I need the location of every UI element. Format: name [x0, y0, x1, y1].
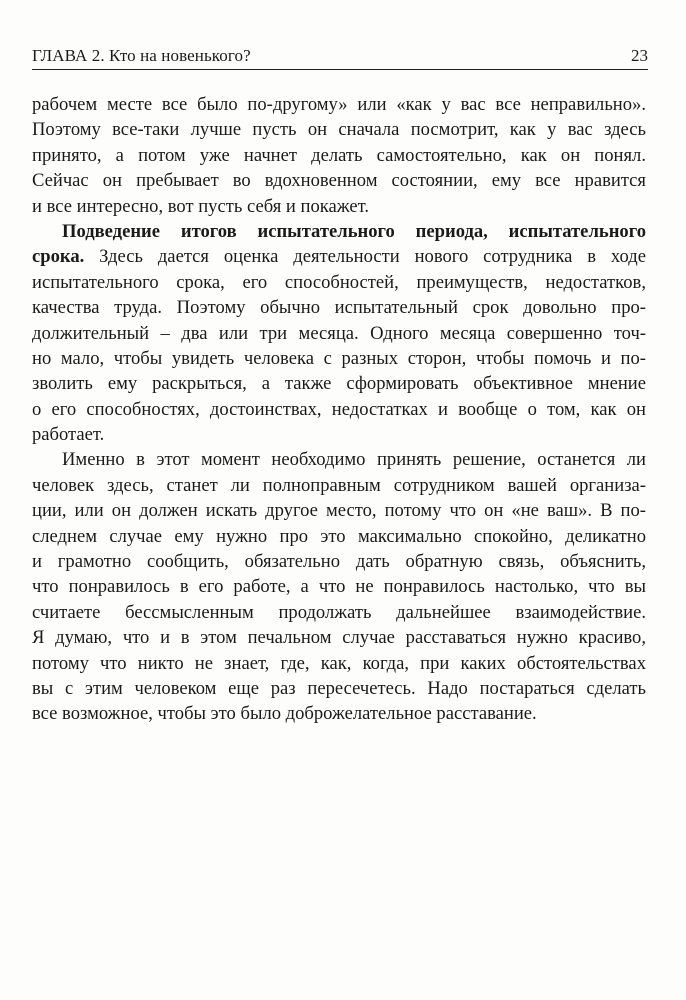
paragraph-heading-end: срока. [32, 246, 85, 268]
page-number: 23 [631, 46, 648, 65]
text-line: принято, а потом уже начнет делать самостоятельно, как он понял. [32, 144, 646, 166]
body-text [32, 92, 646, 727]
text-line: Именно в этот момент необходимо принять решение, останется ли [62, 449, 646, 471]
running-header [32, 42, 648, 70]
text-line [32, 244, 646, 269]
paragraph-probation-summary [32, 219, 646, 448]
text-line: все возможное, чтобы это было доброжелательное расставание. [32, 703, 537, 725]
text-line: Поэтому все-таки лучше пусть он сначала посмотрит, как у вас здесь [32, 119, 646, 141]
text-line: Сейчас он пребывает во вдохновенном состоянии, ему все нравится [32, 170, 646, 192]
text-line: человек здесь, станет ли полноправным сотрудником вашей организа- [32, 474, 646, 496]
paragraph-heading: Подведение итогов испытательного периода, испытательного [62, 220, 646, 242]
text-line: ции, или он должен искать другое место, потому что он «не ваш». В по- [32, 500, 646, 522]
text-line: работает. [32, 424, 105, 446]
text-line: считаете бессмысленным продолжать дальнейшее взаимодействие. [32, 601, 646, 623]
text-line: и все интересно, вот пусть себя и покажет. [32, 195, 369, 217]
text-line: и грамотно сообщить, обязательно дать обратную связь, объяснить, [32, 551, 646, 573]
text-line: но мало, чтобы увидеть человека с разных сторон, чтобы помочь и по- [32, 347, 646, 369]
text-line: испытательного срока, его способностей, преимуществ, недостатков, [32, 271, 646, 293]
text-line: о его способностях, достоинствах, недостатках и вообще о том, как он [32, 398, 646, 420]
paragraph-decision [32, 447, 646, 726]
text-line-rest: Здесь дается оценка деятельности нового сотрудника в ходе [84, 246, 646, 268]
text-line: Я думаю, что и в этом печальном случае расставаться нужно красиво, [32, 627, 646, 649]
text-line: качества труда. Поэтому обычно испытательный срок довольно про- [32, 297, 646, 319]
text-line: следнем случае ему нужно про это максимально спокойно, деликатно [32, 525, 646, 547]
chapter-title: ГЛАВА 2. Кто на новенького? [32, 46, 251, 65]
text-line: вы с этим человеком еще раз пересечетесь. Надо постараться сделать [32, 677, 646, 699]
paragraph-continuation [32, 92, 646, 219]
text-line: должительный – два или три месяца. Одного месяца совершенно точ- [32, 322, 646, 344]
text-line: рабочем месте все было по-другому» или «как у вас все неправильно». [32, 94, 646, 115]
text-line: потому что никто не знает, где, как, когда, при каких обстоятельствах [32, 652, 646, 674]
text-line: что понравилось в его работе, а что не понравилось настолько, что вы [32, 576, 646, 598]
text-line: зволить ему раскрыться, а также сформировать объективное мнение [32, 373, 646, 395]
